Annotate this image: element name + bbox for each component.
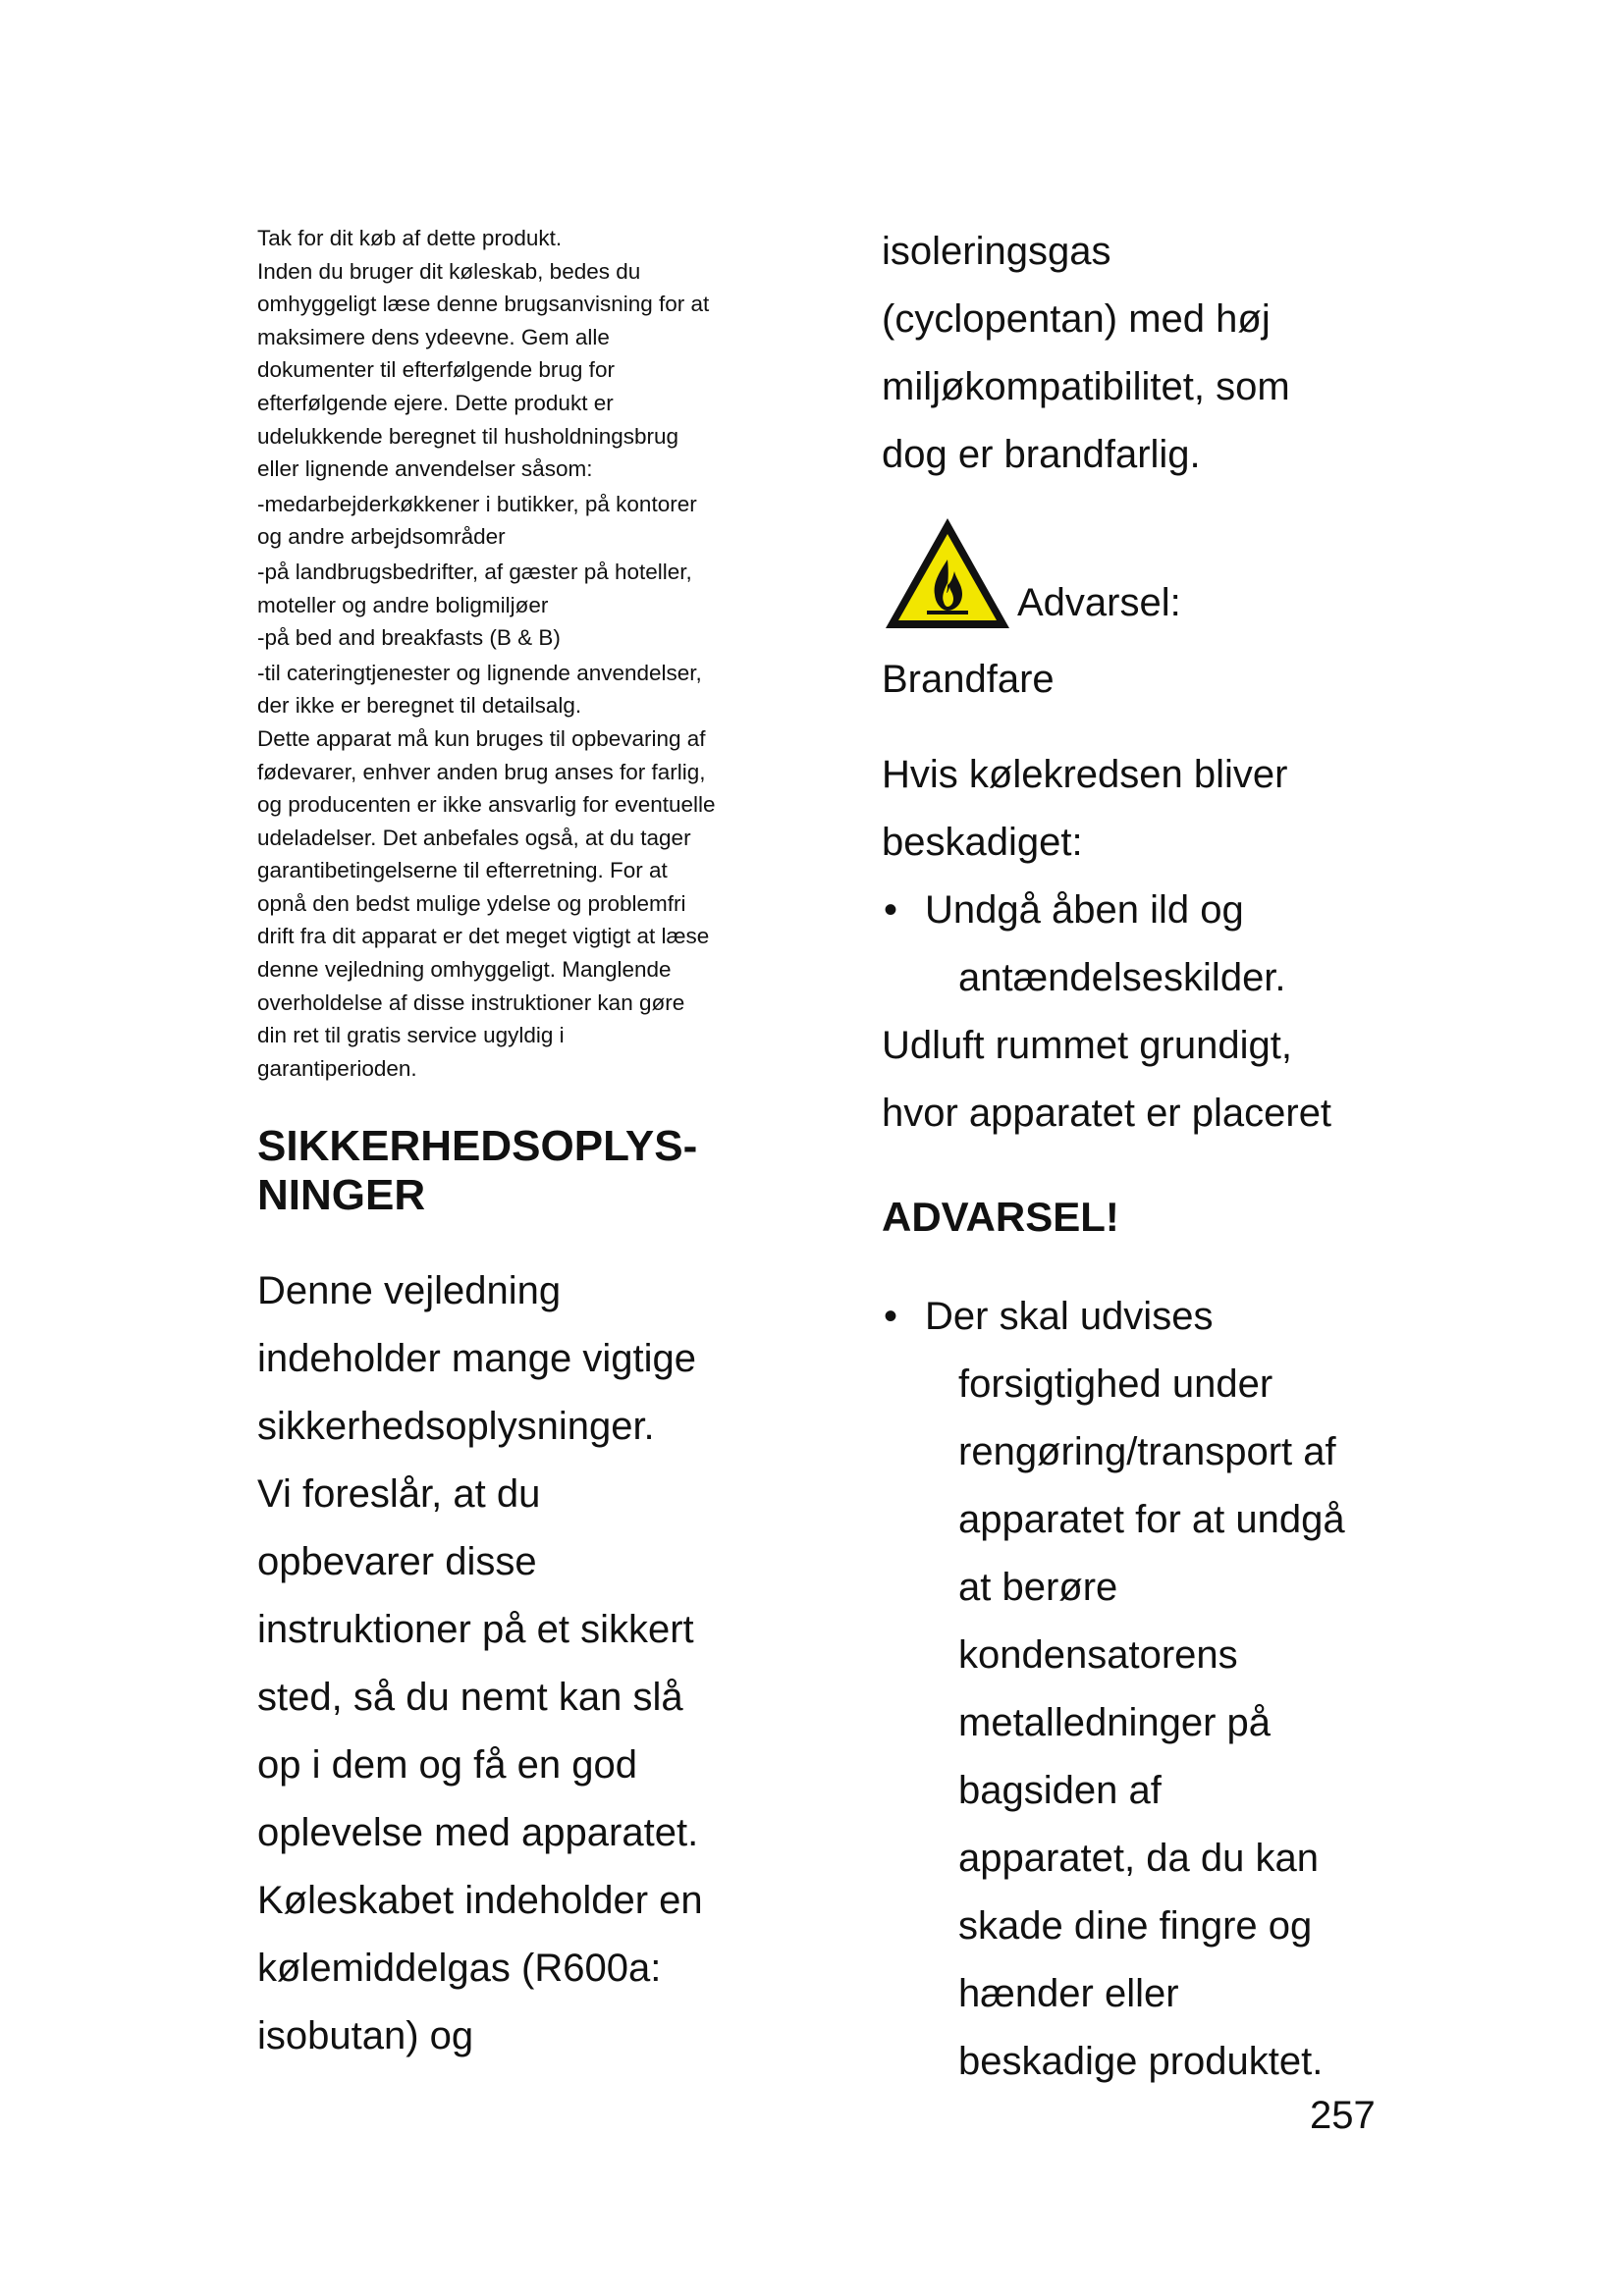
body-line: Køleskabet indeholder en (257, 1879, 703, 1923)
section-heading-line: SIKKERHEDSOPLYS- (257, 1122, 698, 1171)
warning-heading: ADVARSEL! (882, 1194, 1119, 1240)
body-line: (cyclopentan) med høj (882, 297, 1271, 341)
intro-line: -til cateringtjenester og lignende anvendelser, (257, 660, 702, 685)
body-line: instruktioner på et sikkert (257, 1608, 694, 1652)
intro-line: overholdelse af disse instruktioner kan gøre (257, 989, 685, 1015)
body-line: hvor apparatet er placeret (882, 1092, 1332, 1135)
section-heading (257, 1122, 768, 1220)
bullet-dot: • (884, 888, 898, 932)
bullet-line: at berøre (958, 1566, 1118, 1609)
intro-line: og producenten er ikke ansvarlig for eventuelle (257, 792, 716, 818)
body-line: sted, så du nemt kan slå (257, 1676, 683, 1720)
intro-line: Tak for dit køb af dette produkt. (257, 226, 563, 250)
right-column (882, 218, 1392, 2096)
intro-line: fødevarer, enhver anden brug anses for farlig, (257, 759, 706, 784)
bullet-line: beskadige produktet. (958, 2040, 1324, 2083)
bullet-line: rengøring/transport af (958, 1430, 1336, 1473)
bullet-line: kondensatorens (958, 1633, 1238, 1677)
bullet-line: Der skal udvises (925, 1295, 1214, 1338)
body-line: sikkerhedsoplysninger. (257, 1405, 655, 1449)
intro-line: -medarbejderkøkkener i butikker, på kontorer (257, 491, 697, 516)
body-line: indeholder mange vigtige (257, 1337, 696, 1381)
intro-line: opnå den bedst mulige ydelse og problemfri (257, 890, 686, 916)
bullet-line: apparatet for at undgå (958, 1498, 1345, 1541)
body-line: Denne vejledning (257, 1269, 562, 1313)
left-column (257, 222, 768, 2070)
intro-line: omhyggeligt læse denne brugsanvisning for at (257, 292, 710, 317)
section-heading-line: NINGER (257, 1171, 426, 1220)
intro-line: udelukkende beregnet til husholdningsbrug (257, 423, 679, 449)
intro-text (257, 222, 768, 1085)
intro-line: Inden du bruger dit køleskab, bedes du (257, 258, 641, 284)
fire-warning-row (882, 514, 1392, 624)
flammable-gas-text (882, 218, 1392, 489)
body-line: beskadiget: (882, 821, 1083, 864)
body-line: isoleringsgas (882, 230, 1111, 273)
intro-line: -på bed and breakfasts (B & B) (257, 625, 561, 651)
bullet-line: forsigtighed under (958, 1362, 1273, 1406)
body-line: dog er brandfarlig. (882, 433, 1201, 476)
intro-line: drift fra dit apparat er det meget vigtigt at læse (257, 924, 710, 949)
body-line: isobutan) og (257, 2014, 474, 2058)
intro-line: garantibetingelserne til efterretning. For at (257, 858, 668, 883)
intro-line: garantiperioden. (257, 1055, 417, 1081)
intro-line: og andre arbejdsområder (257, 524, 506, 550)
intro-line: -på landbrugsbedrifter, af gæster på hoteller, (257, 559, 692, 584)
intro-line: der ikke er beregnet til detailsalg. (257, 693, 582, 719)
bullet-dot: • (884, 1295, 898, 1338)
bullet-line: apparatet, da du kan (958, 1837, 1319, 1880)
bullet-line: metalledninger på (958, 1701, 1271, 1744)
safety-intro-text (257, 1257, 768, 2070)
body-line: Vi foreslår, at du (257, 1472, 541, 1517)
body-line: opbevarer disse (257, 1540, 537, 1584)
intro-line: udeladelser. Det anbefales også, at du tager (257, 825, 691, 850)
bullet-line: skade dine fingre og (958, 1904, 1313, 1948)
flammable-warning-icon (882, 514, 1013, 634)
body-line: miljøkompatibilitet, som (882, 365, 1290, 408)
ventilate-text (882, 1012, 1392, 1148)
intro-line: denne vejledning omhyggeligt. Manglende (257, 957, 672, 983)
body-line: op i dem og få en god (257, 1743, 637, 1788)
bullet-line: Undgå åben ild og (925, 888, 1244, 932)
body-line: Udluft rummet grundigt, (882, 1024, 1292, 1067)
bullet-line: bagsiden af (958, 1769, 1162, 1812)
page-number: 257 (1310, 2094, 1376, 2137)
bullet-line: antændelseskilder. (958, 956, 1286, 999)
warning-label: Advarsel: (1017, 581, 1181, 624)
intro-line: Dette apparat må kun bruges til opbevaring af (257, 725, 706, 751)
circuit-damage-text (882, 741, 1392, 877)
bullet-item (882, 1283, 1392, 2096)
intro-line: maksimere dens ydeevne. Gem alle (257, 324, 610, 349)
intro-line: moteller og andre boligmiljøer (257, 592, 549, 617)
bullet-line: hænder eller (958, 1972, 1179, 2015)
intro-line: efterfølgende ejere. Dette produkt er (257, 390, 614, 415)
body-line: kølemiddelgas (R600a: (257, 1947, 662, 1991)
intro-line: din ret til gratis service ugyldig i (257, 1023, 565, 1048)
bullet-item (882, 877, 1392, 1012)
body-line: Hvis kølekredsen bliver (882, 753, 1288, 796)
intro-line: eller lignende anvendelser såsom: (257, 456, 593, 482)
warning-text: Brandfare (882, 658, 1055, 701)
intro-line: dokumenter til efterfølgende brug for (257, 357, 615, 383)
body-line: oplevelse med apparatet. (257, 1811, 699, 1855)
